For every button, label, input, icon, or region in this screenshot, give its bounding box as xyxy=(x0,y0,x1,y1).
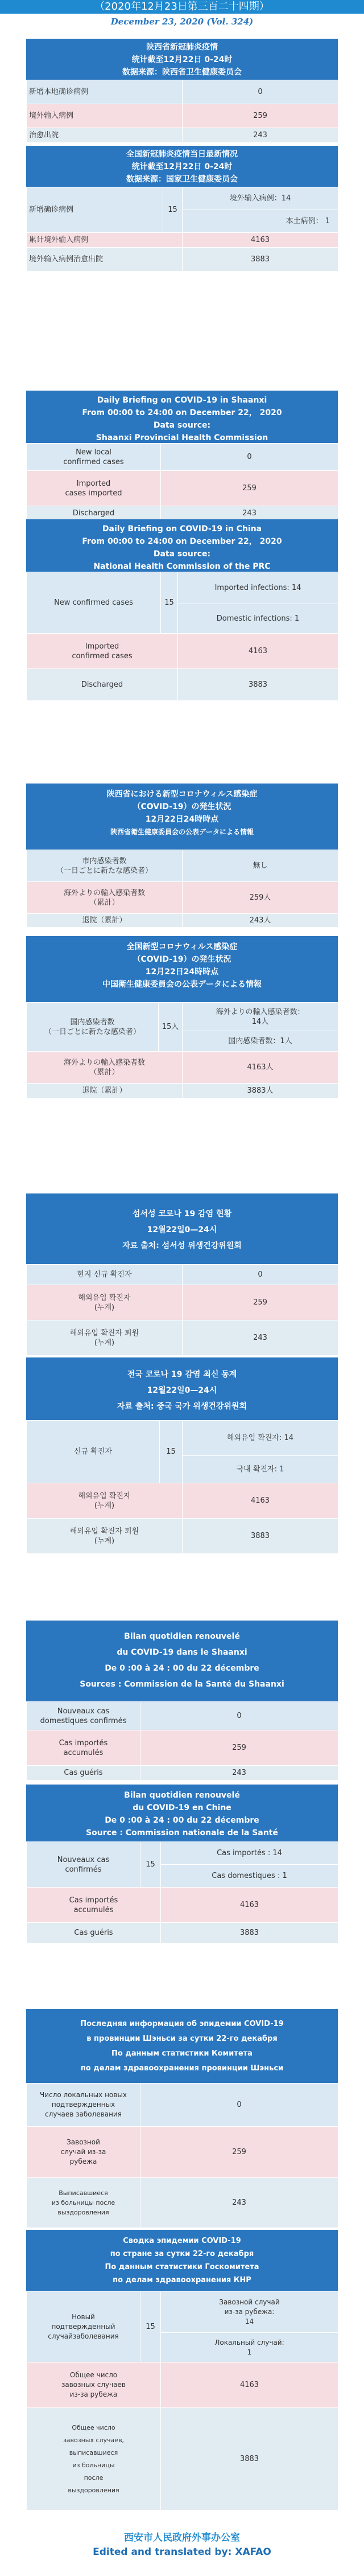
cn-china-source: 数据来源：国家卫生健康委员会 xyxy=(126,175,238,184)
row-value: 0 xyxy=(183,80,338,104)
fr-shaanxi-subtitle: du COVID-19 dans le Shaanxi xyxy=(117,1648,247,1657)
row-label: 退院（累計） xyxy=(27,914,183,928)
table-row xyxy=(27,1285,338,1320)
row-label: 境外输入病例 xyxy=(27,104,183,128)
table-row xyxy=(27,1923,338,1943)
en-shaanxi-source: Shaanxi Provincial Health Commission xyxy=(96,433,268,442)
table-row xyxy=(27,1052,338,1084)
row-value: 4163 xyxy=(161,2362,338,2408)
kr-china-title: 전국 코로나 19 감염 최신 동계 xyxy=(127,1370,237,1379)
row-label: Discharged xyxy=(27,506,161,521)
row-value: 15 xyxy=(161,572,178,634)
cn-china-section xyxy=(26,146,338,272)
jp-shaanxi-title: 陕西省における新型コロナウィルス感染症 xyxy=(106,790,258,799)
cn-china-period: 统计截至12月22日 0-24时 xyxy=(131,162,233,171)
row-label: Новый подтвержденный случайзаболевания xyxy=(27,2292,140,2362)
row-label: Завозной случай из-за рубежа xyxy=(27,2127,140,2178)
row-value: 3883 xyxy=(183,248,338,272)
ru-shaanxi-subtitle: в провинции Шэньси за сутки 22-го декабря xyxy=(86,2034,278,2043)
jp-china-source: 中国衛生健康委員会の公表データによる情報 xyxy=(102,980,262,989)
row-value: 243 xyxy=(183,1320,338,1356)
table-row xyxy=(27,2408,338,2511)
jp-shaanxi-source: 陕西省衛生健康委員会の公表データによる情報 xyxy=(110,828,254,836)
fr-china-source: Source : Commission nationale de la Santé xyxy=(86,1828,278,1837)
ru-shaanxi-section xyxy=(26,2009,338,2228)
row-value: 3883 xyxy=(183,1519,338,1554)
ru-china-subtitle: по стране за сутки 22-го декабря xyxy=(110,2250,254,2258)
row-value: 4163 xyxy=(161,1888,338,1923)
row-label: Nouveaux cas domestiques confirmés xyxy=(27,1702,140,1730)
row-value: 3883人 xyxy=(183,1084,338,1098)
ru-shaanxi-table xyxy=(26,2083,338,2228)
fr-china-section xyxy=(26,1785,338,1943)
row-label: 退院（累計） xyxy=(27,1084,183,1098)
row-value: 243 xyxy=(161,506,338,521)
row-label: 해외유입 확진자 (누계) xyxy=(27,1285,183,1320)
table-row xyxy=(27,2083,338,2127)
row-sub-value: 境外输入病例：14 xyxy=(183,187,338,210)
row-value: 3883 xyxy=(161,2408,338,2511)
footer-office: 西安市人民政府外事办公室 xyxy=(124,2532,240,2544)
row-label: 해외유입 확진자 (누계) xyxy=(27,1483,183,1519)
row-label: Cas guéris xyxy=(27,1766,140,1781)
row-sub-value: 海外よりの輸入感染者数： 14人 xyxy=(183,1003,338,1031)
table-row xyxy=(27,2362,338,2408)
fr-china-subtitle: du COVID-19 en Chine xyxy=(133,1803,231,1812)
row-label: Imported cases imported xyxy=(27,471,161,506)
table-row xyxy=(27,2127,338,2178)
en-china-source: National Health Commission of the PRC xyxy=(93,562,271,571)
kr-china-source: 자료 출처: 중국 국가 위생건강위원회 xyxy=(117,1402,247,1411)
row-label: 신규 확진자 xyxy=(27,1421,160,1483)
cn-shaanxi-header xyxy=(26,39,338,80)
ru-china-header xyxy=(26,2230,338,2291)
jp-shaanxi-table xyxy=(26,850,338,928)
table-row xyxy=(27,128,338,143)
en-shaanxi-period: From 00:00 to 24:00 on December 22， 2020 xyxy=(82,408,282,417)
table-row xyxy=(27,80,338,104)
table-row xyxy=(27,1702,338,1730)
cn-china-header xyxy=(26,146,338,187)
en-shaanxi-header xyxy=(26,391,338,443)
table-row xyxy=(27,2178,338,2228)
en-shaanxi-table xyxy=(26,443,338,521)
jp-china-table xyxy=(26,1002,338,1098)
table-row xyxy=(27,1519,338,1554)
row-sub-value: Завозной случай из-за рубежа: 14 xyxy=(161,2292,338,2333)
row-label: Число локальных новых подтвержденных случаев заболевания xyxy=(27,2083,140,2127)
kr-shaanxi-header xyxy=(26,1193,338,1264)
en-shaanxi-source-label: Data source: xyxy=(153,421,211,430)
row-label: Cas importés accumulés xyxy=(27,1888,161,1923)
jp-shaanxi-section xyxy=(26,784,338,928)
fr-china-header xyxy=(26,1785,338,1841)
en-china-title: Daily Briefing on COVID-19 in China xyxy=(102,524,262,534)
row-value: 0 xyxy=(183,1265,338,1285)
jp-shaanxi-period: 12月22日24時時点 xyxy=(145,815,219,824)
ru-china-section xyxy=(26,2230,338,2511)
table-row xyxy=(27,1084,338,1098)
table-row xyxy=(27,1730,338,1766)
row-label: 해외유입 확진자 퇴원 (누계) xyxy=(27,1320,183,1356)
fr-shaanxi-header xyxy=(26,1621,338,1701)
bulletin-body xyxy=(26,28,338,2545)
ru-shaanxi-title: Последняя информация об эпидемии COVID-19 xyxy=(80,2020,284,2028)
jp-china-section xyxy=(26,936,338,1098)
en-shaanxi-section xyxy=(26,391,338,521)
kr-shaanxi-period: 12월22일0—24시 xyxy=(147,1225,217,1234)
row-label: Выписавшиеся из больницы после выздоровления xyxy=(27,2178,140,2228)
table-row xyxy=(27,1888,338,1923)
row-label: 治愈出院 xyxy=(27,128,183,143)
table-row xyxy=(27,1320,338,1356)
ru-china-source-2: по делам здравоохранения КНР xyxy=(113,2276,251,2284)
row-label: 境外输入病例治愈出院 xyxy=(27,248,183,272)
footer-credit: Edited and translated by: XAFAO xyxy=(93,2546,271,2558)
cn-shaanxi-period: 统计截至12月22日 0-24时 xyxy=(131,55,233,64)
row-label: New local confirmed cases xyxy=(27,444,161,471)
table-row xyxy=(27,850,338,882)
row-value: 15 xyxy=(140,1842,161,1888)
row-value: 4163 xyxy=(183,233,338,248)
cn-shaanxi-title: 陕西省新冠肺炎疫情 xyxy=(146,43,218,52)
kr-china-period: 12월22일0—24시 xyxy=(147,1386,217,1395)
cn-shaanxi-source: 数据来源：陕西省卫生健康委员会 xyxy=(122,68,242,77)
en-china-source-label: Data source: xyxy=(153,549,211,559)
ru-shaanxi-header xyxy=(26,2009,338,2083)
table-row xyxy=(27,1003,338,1031)
jp-china-header xyxy=(26,936,338,1002)
row-value: 0 xyxy=(140,2083,338,2127)
ru-shaanxi-source-1: По данным статистики Комитета xyxy=(111,2049,253,2058)
row-label: Nouveaux cas confirmés xyxy=(27,1842,140,1888)
fr-china-title: Bilan quotidien renouvelé xyxy=(124,1791,240,1800)
table-row xyxy=(27,233,338,248)
row-value: 15人 xyxy=(159,1003,183,1052)
row-sub-value: Cas domestiques : 1 xyxy=(161,1865,338,1888)
kr-china-header xyxy=(26,1357,338,1420)
row-value: 4163 xyxy=(178,634,338,669)
en-china-header xyxy=(26,519,338,572)
row-label: Imported confirmed cases xyxy=(27,634,178,669)
row-value: 15 xyxy=(163,187,183,233)
row-value: 4163人 xyxy=(183,1052,338,1084)
row-label: Cas guéris xyxy=(27,1923,161,1943)
jp-china-period: 12月22日24時時点 xyxy=(145,967,219,977)
kr-china-section xyxy=(26,1357,338,1554)
kr-shaanxi-title: 섬서성 코로나 19 감염 현황 xyxy=(132,1209,232,1219)
row-label: Discharged xyxy=(27,669,178,701)
ru-china-title: Сводка эпидемии COVID-19 xyxy=(123,2237,241,2245)
row-sub-value: 해외유입 확진자: 14 xyxy=(183,1421,338,1456)
fr-shaanxi-section xyxy=(26,1621,338,1781)
row-sub-value: Cas importés : 14 xyxy=(161,1842,338,1865)
en-china-section xyxy=(26,519,338,701)
row-value: 243 xyxy=(183,128,338,143)
row-label: 国内感染者数 （一日ごとに新たな感染者） xyxy=(27,1003,159,1052)
row-value: 無し xyxy=(183,850,338,882)
table-row xyxy=(27,444,338,471)
row-label: 新增本地确诊病例 xyxy=(27,80,183,104)
en-china-table xyxy=(26,572,338,701)
cn-china-table xyxy=(26,187,338,272)
row-value: 243 xyxy=(140,2178,338,2228)
en-china-period: From 00:00 to 24:00 on December 22， 2020 xyxy=(82,537,282,546)
row-value: 259 xyxy=(183,104,338,128)
fr-china-table xyxy=(26,1841,338,1943)
row-value: 0 xyxy=(140,1702,338,1730)
row-sub-value: Domestic infections: 1 xyxy=(178,604,338,634)
row-label: 市内感染者数 （一日ごとに新たな感染者） xyxy=(27,850,183,882)
row-sub-value: 국내 확진자: 1 xyxy=(183,1456,338,1483)
cn-shaanxi-section xyxy=(26,39,338,143)
kr-shaanxi-table xyxy=(26,1264,338,1356)
table-row xyxy=(27,882,338,914)
table-row xyxy=(27,1483,338,1519)
fr-china-period: De 0 :00 à 24 : 00 du 22 décembre xyxy=(105,1816,259,1825)
row-value: 259 xyxy=(161,471,338,506)
fr-shaanxi-period: De 0 :00 à 24 : 00 du 22 décembre xyxy=(105,1664,259,1673)
row-value: 243人 xyxy=(183,914,338,928)
table-row xyxy=(27,634,338,669)
table-row xyxy=(27,1421,338,1456)
row-label: 新增确诊病例 xyxy=(27,187,163,233)
jp-shaanxi-header xyxy=(26,784,338,850)
row-value: 3883 xyxy=(161,1923,338,1943)
row-value: 4163 xyxy=(183,1483,338,1519)
ru-china-source-1: По данным статистики Госкомитета xyxy=(105,2263,259,2271)
row-label: Cas importés accumulés xyxy=(27,1730,140,1766)
row-label: Общее число завозных случаев из-за рубежа xyxy=(27,2362,161,2408)
kr-shaanxi-section xyxy=(26,1193,338,1356)
ru-china-table xyxy=(26,2291,338,2511)
fr-shaanxi-table xyxy=(26,1701,338,1781)
cn-shaanxi-table xyxy=(26,80,338,143)
row-value: 259 xyxy=(183,1285,338,1320)
row-value: 15 xyxy=(140,2292,161,2362)
fr-shaanxi-title: Bilan quotidien renouvelé xyxy=(124,1632,240,1641)
kr-shaanxi-source: 자료 출처: 섬서성 위생건강위원회 xyxy=(122,1241,242,1250)
table-row xyxy=(27,572,338,604)
table-row xyxy=(27,104,338,128)
table-row xyxy=(27,506,338,521)
issue-date-english: December 23, 2020 (Vol. 324) xyxy=(110,17,254,27)
jp-shaanxi-subtitle: （COVID-19）の発生状況 xyxy=(133,802,231,811)
table-row xyxy=(27,914,338,928)
table-row xyxy=(27,1265,338,1285)
row-sub-value: Imported infections: 14 xyxy=(178,572,338,604)
table-row xyxy=(27,1842,338,1865)
row-sub-value: 本土病例： 1 xyxy=(183,210,338,233)
table-row xyxy=(27,248,338,272)
row-value: 15 xyxy=(160,1421,183,1483)
jp-china-subtitle: （COVID-19）の発生状況 xyxy=(133,955,231,964)
row-label: 海外よりの輸入感染者数 （累計） xyxy=(27,882,183,914)
row-label: 해외유입 확진자 퇴원 (누계) xyxy=(27,1519,183,1554)
row-value: 3883 xyxy=(178,669,338,701)
row-value: 259 xyxy=(140,2127,338,2178)
ru-shaanxi-source-2: по делам здравоохранения провинции Шэньси xyxy=(80,2064,284,2073)
row-label: 현지 신규 확진자 xyxy=(27,1265,183,1285)
row-label: New confirmed cases xyxy=(27,572,161,634)
row-label: 海外よりの輸入感染者数 （累計） xyxy=(27,1052,183,1084)
table-row xyxy=(27,669,338,701)
table-row xyxy=(27,471,338,506)
kr-china-table xyxy=(26,1420,338,1554)
row-value: 243 xyxy=(140,1766,338,1781)
cn-china-title: 全国新冠肺炎疫情当日最新情况 xyxy=(126,150,238,159)
jp-china-title: 全国新型コロナウィルス感染症 xyxy=(126,942,238,951)
row-value: 0 xyxy=(161,444,338,471)
issue-date-bar: （2020年12月23日第三百二十四期） xyxy=(0,0,364,14)
row-value: 259人 xyxy=(183,882,338,914)
table-row xyxy=(27,187,338,210)
row-value: 259 xyxy=(140,1730,338,1766)
fr-shaanxi-source: Sources : Commission de la Santé du Shaanxi xyxy=(80,1680,284,1689)
table-row xyxy=(27,1766,338,1781)
row-label: Общее число завозных случаев, выписавшиеся из больницы после выздоровления xyxy=(27,2408,161,2511)
table-row xyxy=(27,2292,338,2333)
row-label: 累计境外输入病例 xyxy=(27,233,183,248)
row-sub-value: Локальный случай: 1 xyxy=(161,2333,338,2362)
row-sub-value: 国内感染者数：1人 xyxy=(183,1031,338,1052)
en-shaanxi-title: Daily Briefing on COVID-19 in Shaanxi xyxy=(97,396,267,405)
